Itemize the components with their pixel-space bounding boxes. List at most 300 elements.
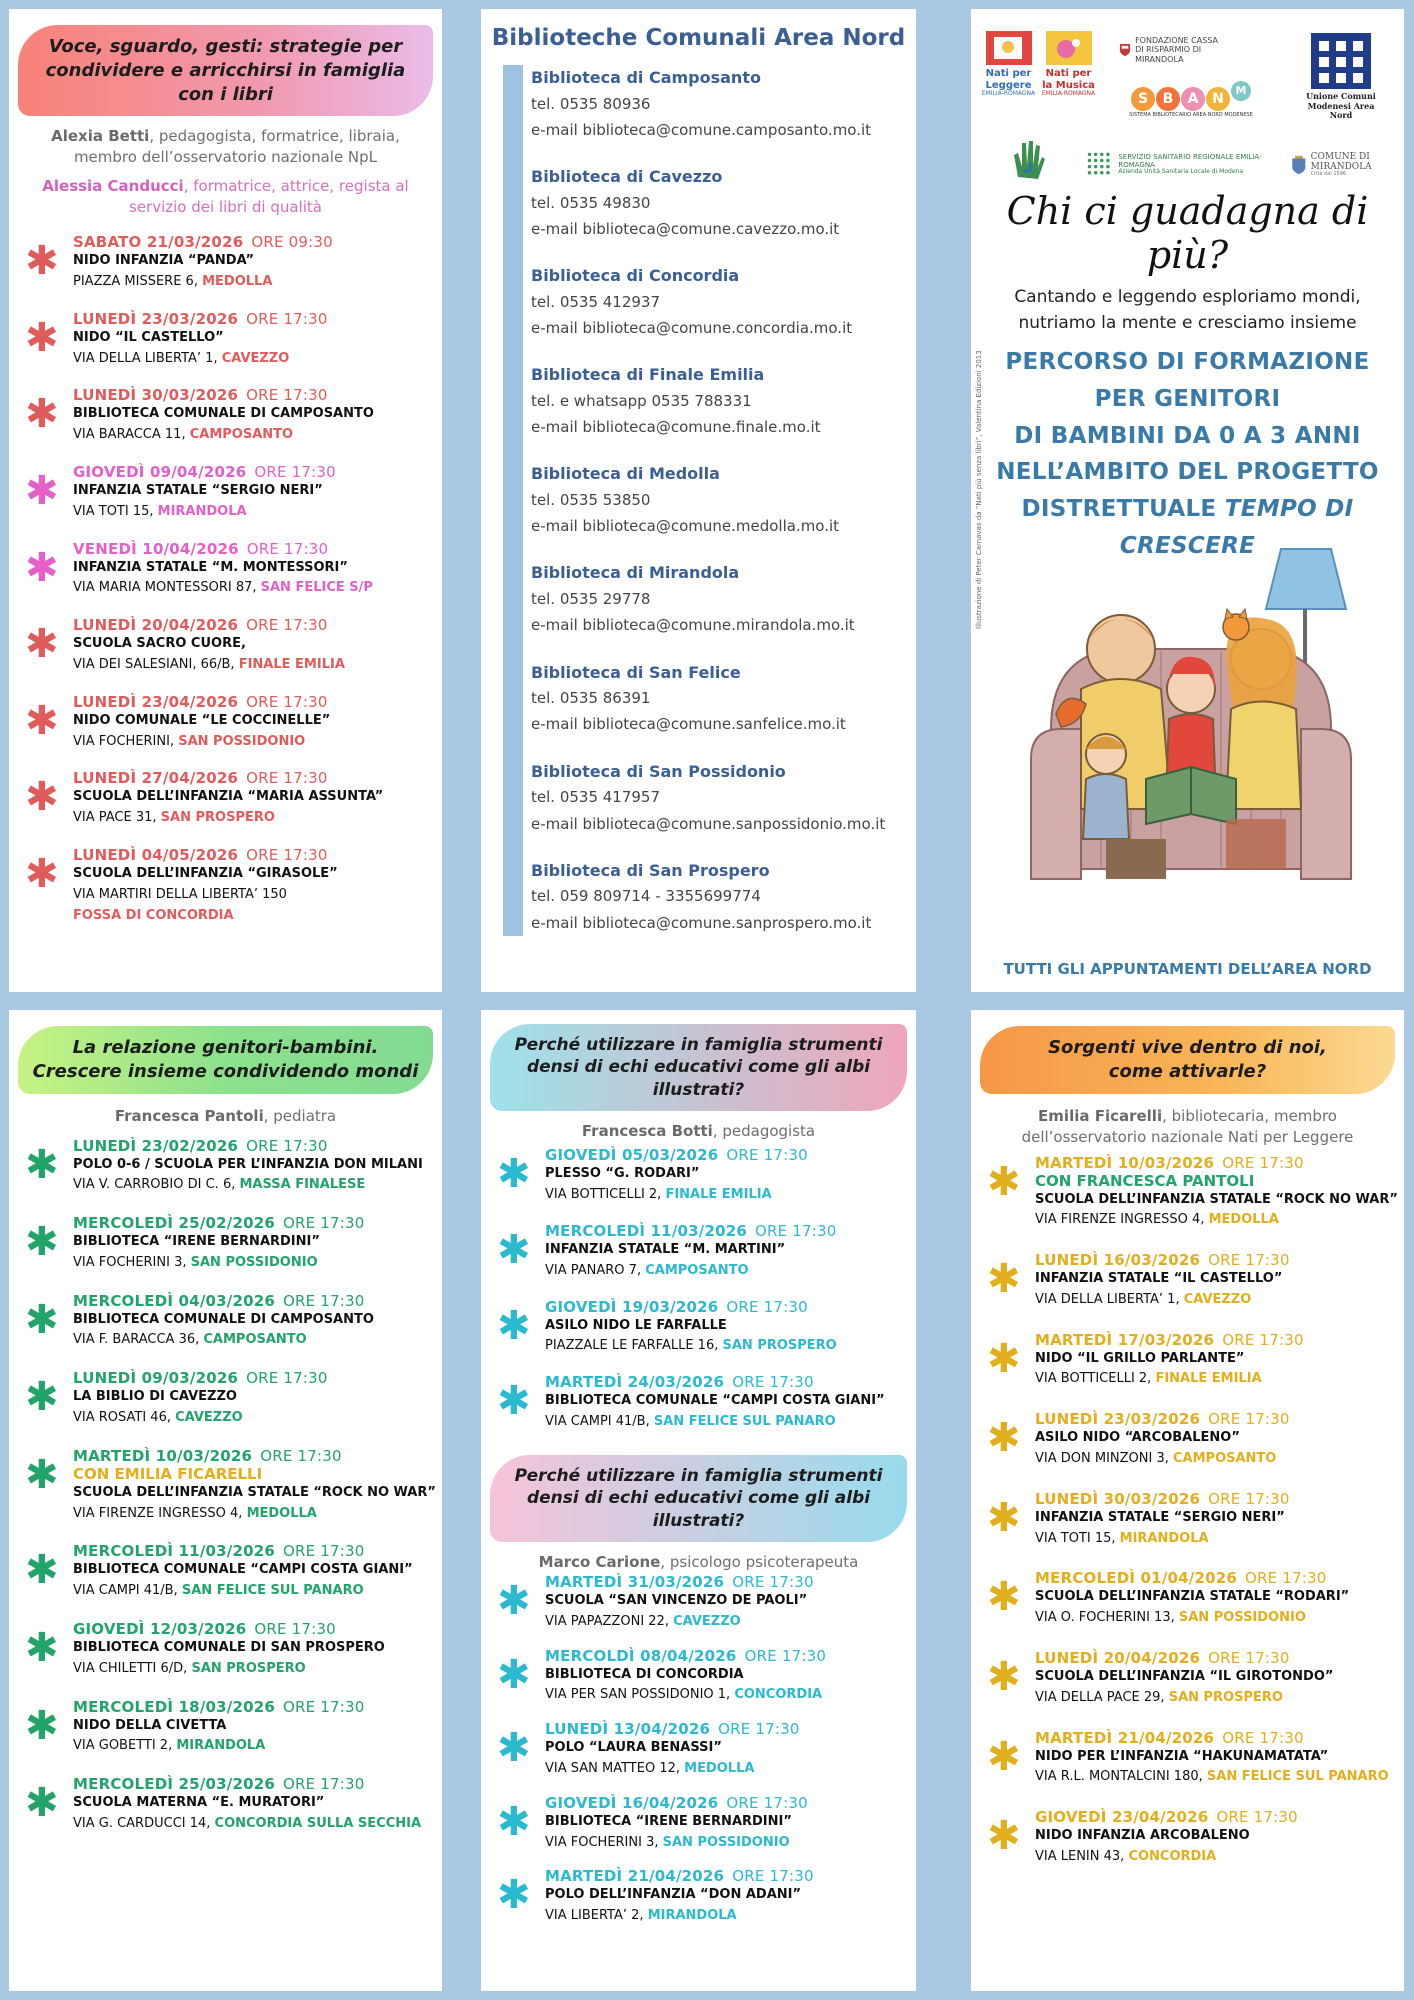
- speaker-name: Marco Carione: [538, 1553, 661, 1571]
- event-venue: INFANZIA STATALE “SERGIO NERI”: [1035, 1509, 1285, 1525]
- event-address: [73, 272, 442, 293]
- event-place: MIRANDOLA: [157, 503, 247, 519]
- asterisk-icon: ✱: [987, 1415, 1021, 1462]
- event-item: [9, 1542, 442, 1602]
- event-street: PIAZZALE LE FARFALLE 16,: [545, 1338, 723, 1354]
- event-venue: BIBLIOTECA COMUNALE DI CAMPOSANTO: [73, 406, 374, 422]
- event-time: ORE 17:30: [1208, 1410, 1290, 1429]
- library-name: Biblioteca di Mirandola: [531, 563, 740, 583]
- grid-dots-icon: [1086, 149, 1112, 179]
- event-address: [73, 578, 442, 599]
- panel-libraries: [481, 9, 916, 992]
- event-place: CAVEZZO: [221, 350, 290, 366]
- decorative-bar: [503, 65, 523, 936]
- event-street: VIA PACE 31,: [73, 810, 161, 826]
- comune-crest-icon: [1291, 149, 1307, 181]
- event-venue: BIBLIOTECA “IRENE BERNARDINI”: [73, 1234, 320, 1250]
- cover-main-text: PERCORSO DI FORMAZIONE PER GENITORI DI BAMBINI DA 0 A 3 ANNI NELL’AMBITO DEL PROGETTO DISTRETTUALE TEMPO DI CRESCERE: [996, 349, 1379, 559]
- event-item: [971, 1331, 1404, 1391]
- event-address: [1035, 1688, 1404, 1709]
- event-item: [481, 1647, 916, 1707]
- event-day: GIOVEDÌ 16/04/2026: [545, 1793, 719, 1812]
- speaker-2: [23, 176, 428, 218]
- event-date: [73, 616, 442, 634]
- library-email: e-mail biblioteca@comune.sanpossidonio.mo.it: [531, 814, 886, 833]
- event-date: [73, 1775, 442, 1793]
- event-place: MEDOLLA: [1208, 1212, 1279, 1228]
- event-item: [9, 693, 442, 753]
- event-item: [9, 1698, 442, 1758]
- event-street: VIA G. CARDUCCI 14,: [73, 1816, 215, 1832]
- event-date: [545, 1794, 916, 1812]
- event-item: [971, 1490, 1404, 1550]
- asterisk-icon: ✱: [25, 697, 59, 744]
- logo-nati-per-leggere: Nati per Leggere EMILIA-ROMAGNA: [981, 31, 1036, 98]
- event-date: [73, 386, 442, 404]
- event-street: VIA TOTI 15,: [73, 503, 158, 519]
- library-name: Biblioteca di San Prospero: [531, 860, 770, 880]
- asterisk-icon: ✱: [25, 1451, 59, 1498]
- event-date: [73, 1292, 442, 1310]
- event-venue: BIBLIOTECA DI CONCORDIA: [545, 1666, 744, 1682]
- event-time: ORE 17:30: [726, 1297, 808, 1316]
- event-item: [9, 233, 442, 293]
- speaker-name: Alessia Canducci: [42, 177, 184, 196]
- event-place: SAN POSSIDONIO: [178, 733, 306, 749]
- event-place: FINALE EMILIA: [665, 1187, 772, 1203]
- event-venue: ASILO NIDO LE FARFALLE: [545, 1317, 727, 1333]
- event-venue: SCUOLA SACRO CUORE,: [73, 636, 246, 652]
- event-address: [545, 1336, 916, 1357]
- event-venue: INFANZIA STATALE “SERGIO NERI”: [73, 483, 323, 499]
- event-address: [545, 1185, 916, 1206]
- event-address: [1035, 1847, 1404, 1868]
- event-day: LUNEDÌ 23/02/2026: [73, 1136, 239, 1155]
- library-phone: tel. 0535 417957: [531, 788, 661, 807]
- event-venue: SCUOLA DELL’INFANZIA “MARIA ASSUNTA”: [73, 789, 384, 805]
- event-item: [481, 1222, 916, 1282]
- asterisk-icon: ✱: [497, 1798, 531, 1845]
- event-venue: POLO “LAURA BENASSI”: [545, 1740, 722, 1756]
- asterisk-icon: ✱: [497, 1578, 531, 1624]
- event-address: [73, 1330, 442, 1351]
- asterisk-icon: ✱: [25, 1780, 59, 1827]
- event-day: LUNEDÌ 16/03/2026: [1035, 1251, 1201, 1270]
- event-place: SAN FELICE S/P: [260, 580, 373, 596]
- event-item: [9, 846, 442, 926]
- event-street: VIA CAMPI 41/B,: [73, 1583, 182, 1599]
- library-email: e-mail biblioteca@comune.sanfelice.mo.it: [531, 715, 846, 734]
- event-day: MERCOLEDÌ 18/03/2026: [73, 1697, 275, 1716]
- event-time: ORE 17:30: [283, 1214, 365, 1233]
- library-entry: [531, 263, 916, 341]
- event-street: VIA DELLA LIBERTA’ 1,: [1035, 1291, 1184, 1307]
- event-place: FINALE EMILIA: [1155, 1371, 1262, 1387]
- asterisk-icon: ✱: [497, 1872, 531, 1919]
- event-time: ORE 17:30: [246, 692, 328, 711]
- event-date: [73, 233, 442, 251]
- event-street: VIA GOBETTI 2,: [73, 1738, 177, 1754]
- event-item: [9, 1214, 442, 1274]
- library-name: Biblioteca di Cavezzo: [531, 167, 723, 187]
- event-address: [1035, 1529, 1404, 1550]
- library-entry: [531, 362, 916, 440]
- event-place: CAMPOSANTO: [1173, 1451, 1277, 1467]
- library-name: Biblioteca di San Possidonio: [531, 761, 786, 781]
- event-street: VIA FIRENZE INGRESSO 4,: [1035, 1212, 1209, 1228]
- event-address: [545, 1759, 916, 1780]
- event-place: SAN FELICE SUL PANARO: [181, 1583, 364, 1599]
- asterisk-icon: ✱: [497, 1725, 531, 1772]
- illustration-credit: Illustrazione di Peter Carnavas da “Nati più senza libri”, Valentina Edizioni 2013: [975, 350, 983, 629]
- event-place: CAVEZZO: [1183, 1291, 1252, 1307]
- speaker-role: , pedagogista: [712, 1122, 816, 1141]
- event-date: [1035, 1729, 1404, 1747]
- cover-title: Chi ci guadagna di più?: [1006, 189, 1369, 277]
- event-time: ORE 17:30: [744, 1646, 827, 1665]
- event-place: MIRANDOLA: [176, 1738, 266, 1754]
- event-street: VIA BARACCA 11,: [73, 427, 190, 443]
- event-venue: ASILO NIDO “ARCOBALENO”: [1035, 1430, 1240, 1446]
- event-day: MARTEDÌ 10/03/2026: [73, 1446, 253, 1465]
- event-address: [73, 808, 442, 829]
- event-place: SAN PROSPERO: [1168, 1689, 1283, 1705]
- library-name: Biblioteca di San Felice: [531, 662, 741, 682]
- event-street: VIA FOCHERINI 3,: [545, 1834, 663, 1850]
- event-street: VIA R.L. MONTALCINI 180,: [1035, 1769, 1207, 1785]
- event-item: [481, 1720, 916, 1780]
- event-date: [73, 1447, 442, 1465]
- panel-albi-illustrati: [481, 1010, 916, 1991]
- asterisk-icon: ✱: [987, 1494, 1021, 1541]
- asterisk-icon: ✱: [497, 1378, 531, 1425]
- event-street: VIA MARIA MONTESSORI 87,: [73, 580, 261, 596]
- event-time: ORE 17:30: [1208, 1649, 1290, 1668]
- event-time: ORE 17:30: [260, 1446, 342, 1465]
- event-place: MIRANDOLA: [1119, 1530, 1209, 1546]
- event-time: ORE 17:30: [246, 846, 328, 864]
- event-street: VIA BOTTICELLI 2,: [1035, 1371, 1156, 1387]
- event-place: MEDOLLA: [684, 1760, 755, 1776]
- event-time: ORE 17:30: [246, 1136, 328, 1155]
- section-title: Perché utilizzare in famiglia strumenti densi di echi educativi come gli albi illustrati?: [490, 1024, 908, 1111]
- event-address: [73, 885, 442, 906]
- library-phone: tel. 0535 49830: [531, 193, 651, 212]
- event-time: ORE 17:30: [254, 1620, 336, 1639]
- event-address: [545, 1412, 916, 1433]
- event-address: [73, 1814, 442, 1835]
- event-item: [971, 1808, 1404, 1868]
- event-day: MERCOLEDÌ 11/03/2026: [545, 1221, 747, 1240]
- event-street: PIAZZA MISSERE 6,: [73, 274, 203, 290]
- event-day: MARTEDÌ 31/03/2026: [545, 1573, 725, 1591]
- library-name: Biblioteca di Camposanto: [531, 68, 761, 87]
- section-title: La relazione genitori-bambini. Crescere insieme condividendo mondi: [18, 1026, 434, 1094]
- event-place: SAN PROSPERO: [191, 1660, 306, 1676]
- event-venue: BIBLIOTECA COMUNALE DI CAMPOSANTO: [73, 1311, 374, 1327]
- speaker-role: , pediatra: [263, 1106, 337, 1125]
- event-address: [73, 349, 442, 370]
- event-place: CONCORDIA SULLA SECCHIA: [214, 1816, 422, 1832]
- asterisk-icon: ✱: [25, 544, 59, 591]
- event-place: MEDOLLA: [246, 1505, 317, 1521]
- event-place: SAN POSSIDONIO: [1178, 1610, 1306, 1626]
- event-place: FINALE EMILIA: [238, 657, 345, 673]
- event-item: [481, 1867, 916, 1927]
- event-street: VIA ROSATI 46,: [73, 1410, 176, 1426]
- event-date: [73, 1542, 442, 1560]
- event-day: MARTEDÌ 10/03/2026: [1035, 1153, 1215, 1172]
- event-day: LUNEDÌ 20/04/2026: [73, 616, 239, 635]
- event-time: ORE 17:30: [732, 1573, 814, 1591]
- event-street: VIA FOCHERINI 3,: [73, 1254, 191, 1270]
- asterisk-icon: ✱: [497, 1302, 531, 1349]
- asterisk-icon: ✱: [25, 1374, 59, 1421]
- event-street: VIA SAN MATTEO 12,: [545, 1760, 685, 1776]
- event-place: MIRANDOLA: [647, 1908, 737, 1924]
- event-address: [545, 1261, 916, 1282]
- event-day: GIOVEDÌ 19/03/2026: [545, 1297, 719, 1316]
- event-venue: BIBLIOTECA COMUNALE “CAMPI COSTA GIANI”: [73, 1562, 413, 1578]
- event-venue: NIDO “IL GRILLO PARLANTE”: [1035, 1350, 1245, 1366]
- cover-footer: TUTTI GLI APPUNTAMENTI DELL’AREA NORD: [1003, 960, 1372, 978]
- event-date: [545, 1373, 916, 1391]
- event-place: SAN PROSPERO: [160, 810, 275, 826]
- asterisk-icon: ✱: [25, 851, 59, 897]
- event-address: [1035, 1608, 1404, 1629]
- event-day: LUNEDÌ 09/03/2026: [73, 1369, 239, 1388]
- section-title-2: Perché utilizzare in famiglia strumenti densi di echi educativi come gli albi illustrati?: [490, 1455, 908, 1542]
- event-date: [73, 1620, 442, 1638]
- library-entry: [531, 660, 916, 738]
- speaker-role: , bibliotecaria, membro dell’osservatorio nazionale Nati per Leggere: [1021, 1106, 1354, 1146]
- asterisk-icon: ✱: [25, 468, 59, 515]
- event-venue: NIDO COMUNALE “LE COCCINELLE”: [73, 712, 331, 728]
- event-day: GIOVEDÌ 23/04/2026: [1035, 1808, 1209, 1827]
- event-address: [73, 1736, 442, 1757]
- event-venue: SCUOLA DELL’INFANZIA “GIRASOLE”: [73, 866, 338, 881]
- library-email: e-mail biblioteca@comune.finale.mo.it: [531, 418, 821, 437]
- event-place: CAVEZZO: [673, 1613, 741, 1629]
- family-reading-illustration: [1011, 539, 1371, 919]
- event-item: [971, 1410, 1404, 1470]
- event-venue: NIDO INFANZIA ARCOBALENO: [1035, 1828, 1250, 1844]
- event-street: VIA DON MINZONI 3,: [1035, 1451, 1173, 1467]
- event-day: LUNEDÌ 23/03/2026: [73, 309, 239, 328]
- event-item: [481, 1573, 916, 1633]
- event-place: CAMPOSANTO: [203, 1332, 307, 1348]
- event-time: ORE 17:30: [755, 1221, 837, 1240]
- cover-subtitle: Cantando e leggendo esploriamo mondi, nutriamo la mente e cresciamo insieme: [1014, 287, 1361, 333]
- event-time: ORE 17:30: [726, 1793, 808, 1812]
- event-item: [9, 386, 442, 446]
- event-list: [971, 1154, 1404, 1868]
- event-time: ORE 17:30: [726, 1146, 808, 1165]
- event-time: ORE 17:30: [246, 1369, 328, 1388]
- library-email: e-mail biblioteca@comune.concordia.mo.it: [531, 319, 853, 338]
- library-name: Biblioteca di Medolla: [531, 464, 720, 484]
- event-day: LUNEDÌ 20/04/2026: [1035, 1649, 1201, 1668]
- library-phone: tel. 0535 80936: [531, 94, 651, 113]
- asterisk-icon: ✱: [25, 1219, 59, 1266]
- event-time: ORE 17:30: [254, 463, 336, 482]
- library-list: [503, 65, 916, 936]
- event-address: [73, 1504, 442, 1525]
- library-phone: tel. e whatsapp 0535 788331: [531, 391, 752, 410]
- event-date: [545, 1222, 916, 1240]
- event-place: CAMPOSANTO: [645, 1262, 749, 1278]
- event-time: ORE 17:30: [246, 386, 328, 405]
- event-place: SAN FELICE SUL PANARO: [1206, 1769, 1389, 1785]
- event-date: [73, 310, 442, 328]
- event-guest: CON FRANCESCA PANTOLI: [1035, 1171, 1255, 1190]
- speaker: [23, 1106, 428, 1127]
- event-street: VIA FOCHERINI,: [73, 733, 179, 749]
- event-address: [73, 502, 442, 523]
- npm-icon: [1046, 31, 1092, 65]
- event-venue: INFANZIA STATALE “IL CASTELLO”: [1035, 1271, 1283, 1287]
- event-street: VIA LIBERTA’ 2,: [545, 1908, 648, 1924]
- event-venue: POLO DELL’INFANZIA “DON ADANI”: [545, 1887, 802, 1903]
- event-venue: NIDO PER L’INFANZIA “HAKUNAMATATA”: [1035, 1748, 1329, 1764]
- event-date: [1035, 1808, 1404, 1826]
- event-address: [1035, 1449, 1404, 1470]
- event-address: [545, 1685, 916, 1706]
- event-address: [73, 732, 442, 753]
- event-venue: LA BIBLIO DI CAVEZZO: [73, 1389, 237, 1405]
- event-time: ORE 09:30: [251, 233, 333, 252]
- logo-sban: S B A N M SISTEMA BIBLIOTECARIO AREA NORD MODENESE: [1121, 87, 1261, 119]
- event-place: SAN POSSIDONIO: [190, 1254, 318, 1270]
- event-street: VIA LENIN 43,: [1035, 1849, 1129, 1865]
- event-time: ORE 17:30: [283, 1697, 365, 1716]
- event-venue: BIBLIOTECA COMUNALE DI SAN PROSPERO: [73, 1640, 385, 1656]
- event-time: ORE 17:30: [246, 309, 328, 328]
- event-item: [9, 310, 442, 370]
- asterisk-icon: ✱: [25, 1141, 59, 1188]
- asterisk-icon: ✱: [25, 238, 59, 285]
- event-date: [545, 1647, 916, 1665]
- asterisk-icon: ✱: [497, 1651, 531, 1698]
- event-date: [73, 1214, 442, 1232]
- event-date: [545, 1146, 916, 1164]
- event-address: [73, 655, 442, 676]
- library-name: Biblioteca di Concordia: [531, 266, 740, 286]
- speaker-role: , formatrice, attrice, regista al servizio dei libri di qualità: [129, 177, 409, 217]
- event-list-2: [481, 1573, 916, 1927]
- library-email: e-mail biblioteca@comune.sanprospero.mo.it: [531, 913, 872, 932]
- section-title: Sorgenti vive dentro di noi, come attivarle?: [980, 1026, 1396, 1094]
- event-time: ORE 17:30: [246, 769, 328, 788]
- event-place: CAMPOSANTO: [189, 427, 294, 443]
- event-time: ORE 17:30: [246, 616, 328, 635]
- library-entry: [531, 759, 916, 837]
- library-phone: tel. 0535 86391: [531, 689, 651, 708]
- event-day: LUNEDÌ 23/03/2026: [1035, 1410, 1201, 1429]
- event-street: VIA BOTTICELLI 2,: [545, 1187, 666, 1203]
- event-venue: SCUOLA DELL’INFANZIA STATALE “RODARI”: [1035, 1589, 1350, 1605]
- event-address: [1035, 1767, 1404, 1788]
- library-entry: [531, 164, 916, 242]
- event-item: [9, 1292, 442, 1352]
- event-date: [73, 463, 442, 481]
- event-venue: BIBLIOTECA “IRENE BERNARDINI”: [545, 1813, 792, 1829]
- asterisk-icon: ✱: [497, 1151, 531, 1198]
- event-day: MARTEDÌ 24/03/2026: [545, 1373, 725, 1392]
- library-phone: tel. 0535 53850: [531, 490, 651, 509]
- event-address: [545, 1833, 916, 1854]
- event-address: [73, 1659, 442, 1680]
- event-address: [1035, 1210, 1404, 1231]
- speaker-name: Alexia Betti: [51, 127, 150, 146]
- event-street: VIA O. FOCHERINI 13,: [1035, 1610, 1179, 1626]
- speaker-name: Francesca Pantoli: [114, 1106, 264, 1125]
- event-day: MERCOLEDÌ 04/03/2026: [73, 1291, 275, 1310]
- event-day: LUNEDÌ 13/04/2026: [545, 1720, 711, 1739]
- event-address: [73, 1581, 442, 1602]
- event-day: LUNEDÌ 30/03/2026: [1035, 1489, 1201, 1508]
- event-venue: SCUOLA MATERNA “E. MURATORI”: [73, 1795, 325, 1811]
- logos-area: [971, 9, 1404, 189]
- asterisk-icon: ✱: [25, 774, 59, 821]
- library-phone: tel. 0535 412937: [531, 292, 661, 311]
- event-street: VIA DEI SALESIANI, 66/B,: [73, 657, 239, 673]
- event-street: VIA CAMPI 41/B,: [545, 1413, 654, 1429]
- event-time: ORE 17:30: [1245, 1569, 1327, 1588]
- unione-icon: [1311, 33, 1371, 89]
- event-venue: SCUOLA DELL’INFANZIA “IL GIROTONDO”: [1035, 1669, 1334, 1685]
- library-email: e-mail biblioteca@comune.camposanto.mo.it: [531, 120, 872, 139]
- event-venue: NIDO INFANZIA “PANDA”: [73, 253, 255, 269]
- event-venue: INFANZIA STATALE “M. MARTINI”: [545, 1241, 786, 1257]
- library-name: Biblioteca di Finale Emilia: [531, 365, 765, 385]
- asterisk-icon: ✱: [987, 1574, 1021, 1621]
- library-entry: [531, 65, 916, 143]
- speaker: [495, 1121, 902, 1142]
- library-entry: [531, 461, 916, 539]
- event-venue: POLO 0-6 / SCUOLA PER L’INFANZIA DON MILANI: [73, 1156, 423, 1172]
- speaker-role: , pedagogista, formatrice, libraia, membro dell’osservatorio nazionale NpL: [73, 127, 400, 167]
- event-item: [9, 463, 442, 523]
- event-item: [9, 1775, 442, 1835]
- event-date: [545, 1867, 916, 1885]
- asterisk-icon: ✱: [25, 1296, 59, 1343]
- event-address: [73, 1253, 442, 1274]
- event-date: [1035, 1410, 1404, 1428]
- speaker-name: Francesca Botti: [581, 1122, 713, 1141]
- library-email: e-mail biblioteca@comune.medolla.mo.it: [531, 517, 840, 536]
- asterisk-icon: ✱: [987, 1256, 1021, 1303]
- event-address: [1035, 1290, 1404, 1311]
- event-time: ORE 17:30: [732, 1373, 814, 1392]
- event-list: [481, 1146, 916, 1432]
- event-guest: CON EMILIA FICARELLI: [73, 1464, 263, 1483]
- event-item: [9, 1447, 442, 1525]
- npl-icon: [986, 31, 1032, 65]
- event-venue: SCUOLA DELL’INFANZIA STATALE “ROCK NO WAR”: [1035, 1191, 1398, 1207]
- event-list: [9, 233, 442, 926]
- logo-servizio-sanitario: SERVIZIO SANITARIO REGIONALE EMILIA-ROMAGNA Azienda Unità Sanitaria Locale di Modena: [1086, 149, 1276, 179]
- library-email: e-mail biblioteca@comune.mirandola.mo.it: [531, 616, 855, 635]
- event-time: ORE 17:30: [1222, 1728, 1304, 1747]
- event-item: [9, 616, 442, 676]
- event-item: [9, 1137, 442, 1197]
- logo-unione-comuni: Unione Comuni Modenesi Area Nord: [1306, 33, 1376, 120]
- event-item: [481, 1373, 916, 1433]
- panel-sorgenti-vive: [971, 1010, 1404, 1991]
- asterisk-icon: ✱: [25, 621, 59, 668]
- event-time: ORE 17:30: [283, 1775, 365, 1794]
